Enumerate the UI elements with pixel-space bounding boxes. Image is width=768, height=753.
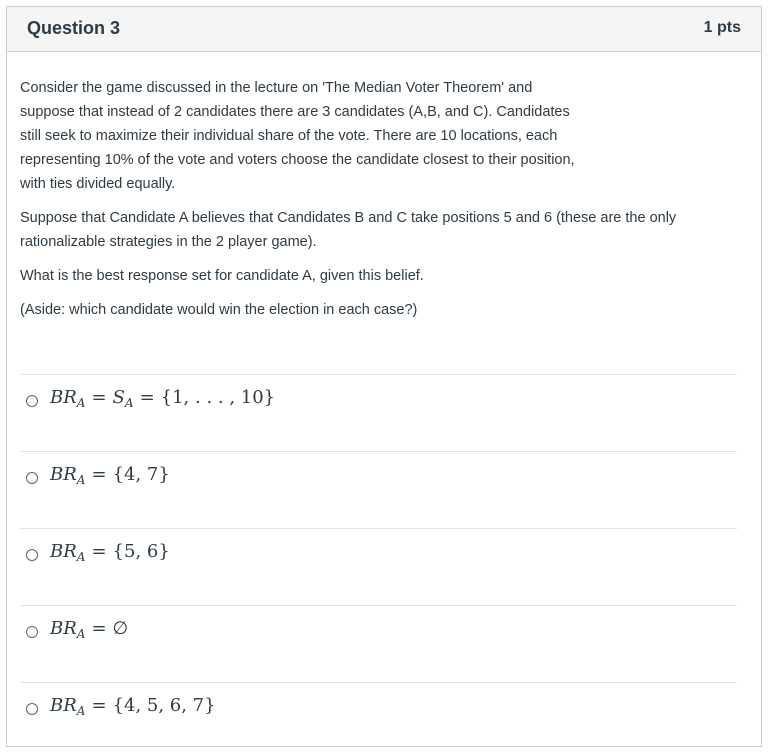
answer-math: $BR_A$ = ∅ bbox=[50, 618, 129, 641]
prompt-paragraph-2: Suppose that Candidate A believes that Candidates B and C take positions 5 and 6 (these are the only rationalizable strategies in the 2 player game). bbox=[20, 210, 677, 250]
radio-button[interactable] bbox=[26, 549, 38, 561]
question-header bbox=[7, 7, 761, 52]
radio-button[interactable] bbox=[26, 395, 38, 407]
answer-option-5[interactable] bbox=[20, 682, 737, 743]
answer-math: $BR_A = \{5$, 6} bbox=[50, 541, 170, 564]
answer-option-3[interactable] bbox=[20, 528, 737, 605]
answer-option-2[interactable] bbox=[20, 451, 737, 528]
answer-math: $BR_A = S_A = \{1$, . . . , 10} bbox=[50, 387, 276, 410]
answer-list bbox=[20, 374, 737, 743]
question-text bbox=[20, 76, 740, 332]
radio-button[interactable] bbox=[26, 703, 38, 715]
answer-option-1[interactable] bbox=[20, 374, 737, 451]
answer-math: $BR_A = \{4$, 5, 6, 7} bbox=[50, 695, 216, 718]
prompt-paragraph-4: (Aside: which candidate would win the election in each case?) bbox=[20, 302, 418, 318]
radio-button[interactable] bbox=[26, 472, 38, 484]
answer-math: $BR_A = \{4$, 7} bbox=[50, 464, 170, 487]
prompt-paragraph-3: What is the best response set for candidate A, given this belief. bbox=[20, 268, 424, 284]
answer-option-4[interactable] bbox=[20, 605, 737, 682]
question-title: Question 3 bbox=[27, 18, 121, 38]
radio-button[interactable] bbox=[26, 626, 38, 638]
prompt-paragraph-1: Consider the game discussed in the lecture on 'The Median Voter Theorem' and suppose that instead of 2 candidates there are 3 candidates (A,B, and C). Candidates still seek to maximize their individual share of the vote. There are 10 locations, each representing 10% of the vote and voters choose the candidate closest to their position, with ties divided equally. bbox=[20, 80, 575, 192]
question-points: 1 pts bbox=[703, 19, 741, 36]
